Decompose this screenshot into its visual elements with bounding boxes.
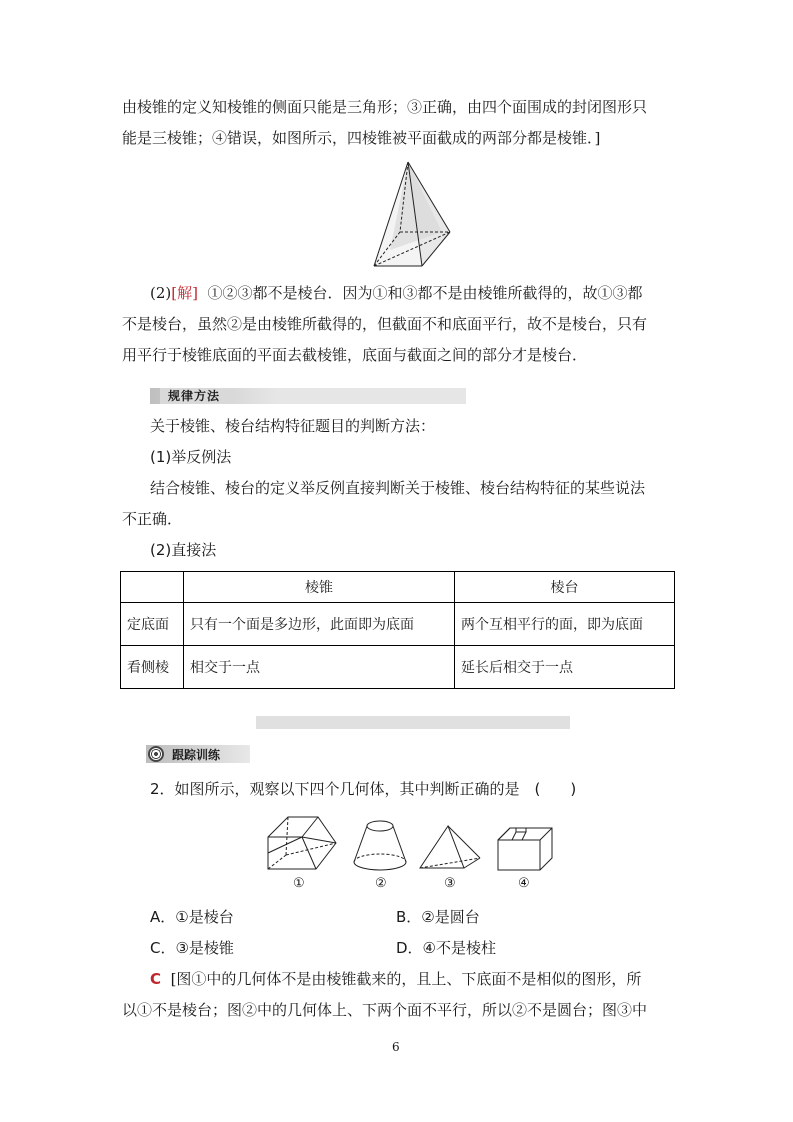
section-divider — [256, 716, 570, 729]
option-a: A．①是棱台 — [150, 908, 234, 926]
para2-num: (2) — [150, 284, 172, 302]
table-cell: 只有一个面是多边形，此面即为底面 — [184, 603, 455, 646]
table-cell: 延长后相交于一点 — [455, 646, 675, 689]
table-header-cell: 棱台 — [455, 572, 675, 603]
para2-line1 — [150, 283, 643, 303]
method-intro: 关于棱锥、棱台结构特征题目的判断方法： — [150, 417, 436, 435]
table-header-cell — [121, 572, 184, 603]
answer-text1: [图①中的几何体不是由棱锥截来的，且上、下底面不是相似的图形，所 — [170, 970, 642, 988]
tracking-header-label: 跟踪训练 — [172, 748, 221, 762]
solid-figure-3 — [418, 824, 482, 872]
method-header-label: 规律方法 — [168, 389, 221, 403]
figure-label-1: ① — [293, 876, 305, 891]
option-c: C．③是棱锥 — [150, 939, 234, 957]
page-number: 6 — [392, 1040, 400, 1054]
para2-text1: ①②③都不是棱台．因为①和③都不是由棱锥所截得的，故①③都 — [207, 284, 643, 302]
pyramid-figure — [370, 158, 452, 270]
solid-figure-2 — [350, 818, 410, 872]
figure-label-4: ④ — [518, 876, 530, 891]
answer-line2: 以①不是棱台；图②中的几何体上、下两个面不平行，所以②不是圆台；图③中 — [122, 1001, 648, 1019]
solid-figure-1 — [266, 815, 338, 871]
table-row — [121, 603, 675, 646]
target-icon — [148, 746, 164, 762]
para1-line1: 由棱锥的定义知棱锥的侧面只能是三角形；③正确，由四个面围成的封闭图形只 — [122, 98, 648, 116]
option-b: B．②是圆台 — [396, 908, 480, 926]
table-cell: 看侧棱 — [121, 646, 184, 689]
table-cell: 定底面 — [121, 603, 184, 646]
question-stem: 2．如图所示，观察以下四个几何体，其中判断正确的是 ( ) — [150, 780, 577, 798]
table-row — [121, 646, 675, 689]
method-item1-line2: 不正确． — [122, 510, 183, 528]
method-item1-line1: 结合棱锥、棱台的定义举反例直接判断关于棱锥、棱台结构特征的某些说法 — [150, 479, 646, 497]
para2-tag: [解] — [171, 284, 198, 302]
table-cell: 两个互相平行的面，即为底面 — [455, 603, 675, 646]
method-item2-title: (2)直接法 — [150, 541, 217, 559]
answer-letter: C — [150, 970, 162, 988]
solid-figure-4 — [496, 826, 554, 872]
comparison-table — [120, 571, 675, 689]
figure-label-3: ③ — [444, 876, 456, 891]
figure-label-2: ② — [375, 876, 387, 891]
method-item1-title: (1)举反例法 — [150, 448, 232, 466]
table-header-cell: 棱锥 — [184, 572, 455, 603]
para2-line2: 不是棱台，虽然②是由棱锥所截得的，但截面不和底面平行，故不是棱台，只有 — [122, 315, 648, 333]
table-header-row — [121, 572, 675, 603]
option-d: D．④不是棱柱 — [396, 939, 496, 957]
para1-line2: 能是三棱锥；④错误，如图所示，四棱锥被平面截成的两部分都是棱锥．] — [122, 129, 601, 147]
answer-line1 — [150, 969, 641, 989]
para2-line3: 用平行于棱锥底面的平面去截棱锥，底面与截面之间的部分才是棱台． — [122, 346, 588, 364]
table-cell: 相交于一点 — [184, 646, 455, 689]
